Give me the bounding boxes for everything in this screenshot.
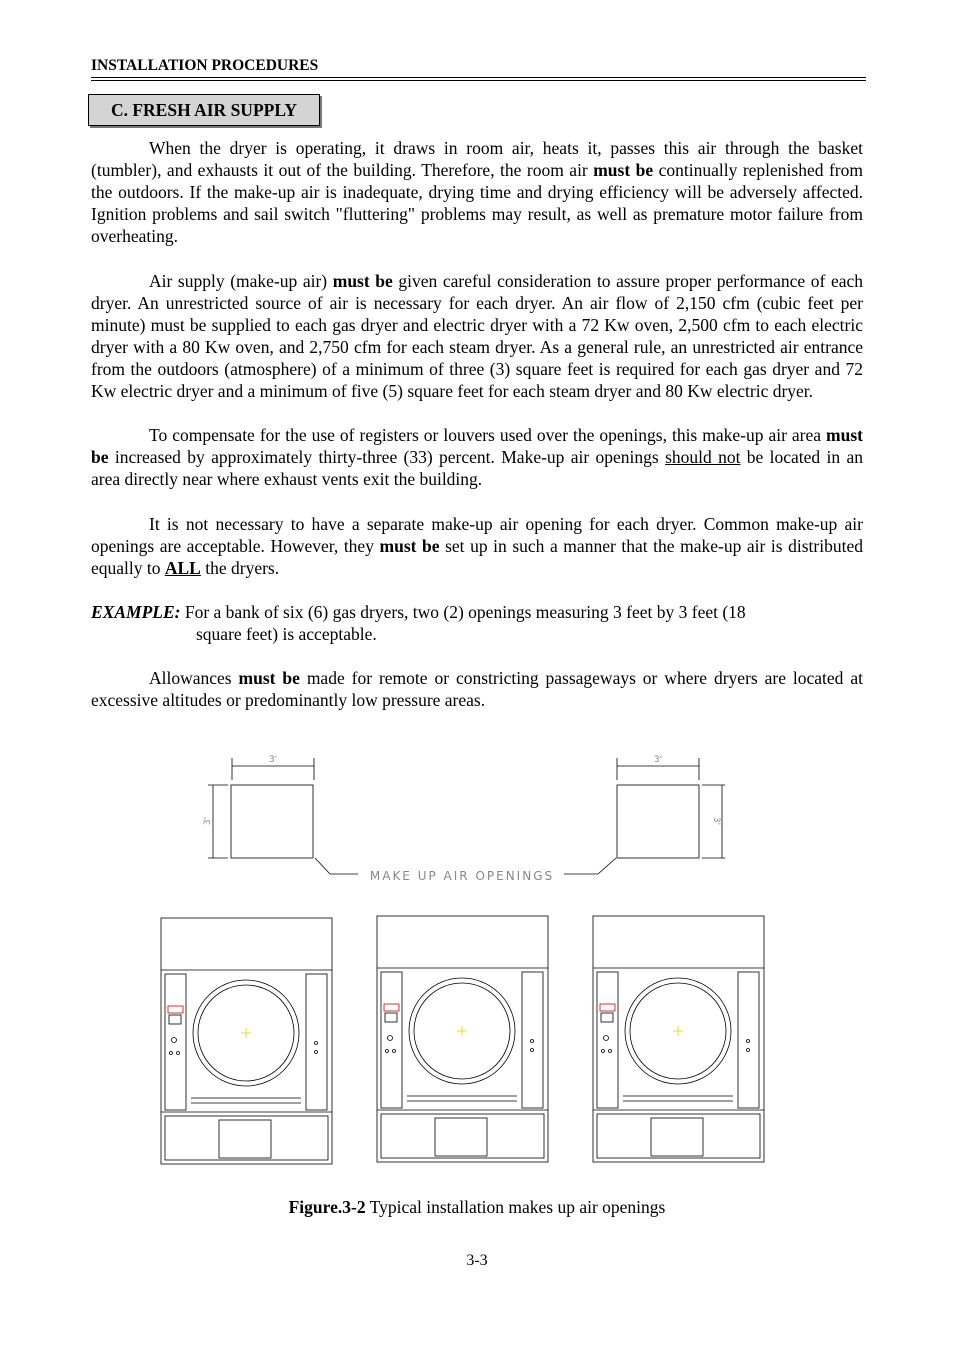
header-rule-bottom [91,80,866,81]
left-air-opening [231,785,313,858]
section-title-box: C. FRESH AIR SUPPLY [88,94,320,126]
body-text [91,137,863,734]
p3-text-c: increased by approximately thirty-three (33) percent. Make-up air openings [108,447,666,468]
paragraph-air-supply [91,270,863,403]
p5-emphasis: must be [238,668,300,689]
right-air-opening [617,785,699,858]
dryer-1 [161,918,332,1164]
page-header-title: INSTALLATION PROCEDURES [91,57,319,74]
right-width-dimension: 3' [653,755,663,765]
example-label: EXAMPLE: [91,601,181,622]
installation-figure [150,748,780,1173]
p4-text-e: the dryers. [200,557,280,578]
p4-text-c: set up in such a manner that the make-up air is distributed equally to [91,535,863,578]
paragraph-example [91,601,863,645]
p4-emphasis: must be [379,535,440,556]
page-number: 3-3 [466,1252,488,1269]
example-line2: square feet) is acceptable. [196,624,377,645]
right-height-dimension: 3' [711,816,721,826]
figure-caption-label: Figure.3-2 [288,1197,366,1217]
paragraph-operation [91,137,863,247]
paragraph-allowances [91,667,863,711]
make-up-air-callout: MAKE UP AIR OPENINGS [369,869,555,883]
example-line1: For a bank of six (6) gas dryers, two (2) openings measuring 3 feet by 3 feet (18 [180,601,746,622]
p4-text-a: It is not necessary to have a separate make-up air opening for each dryer. Common make-up air openings are acceptable. However, they [91,513,863,556]
p3-text-e: be located in an area directly near where exhaust vents exit the building. [91,447,863,490]
p2-emphasis: must be [332,270,393,291]
p3-text-a: To compensate for the use of registers or louvers used over the openings, this make-up air area [149,425,827,446]
left-width-dimension: 3' [268,755,278,765]
figure-caption-text: Typical installation makes up air openings [365,1197,666,1217]
p4-all-emphasis: ALL [164,557,201,578]
figure-caption [0,1197,954,1218]
p3-emphasis: must be [91,425,863,468]
p5-text-c: made for remote or constricting passageways or where dryers are located at excessive altitudes or predominantly low pressure areas. [91,668,863,711]
p1-text-a: When the dryer is operating, it draws in room air, heats it, passes this air through the basket (tumbler), and exhausts it out of the building. Therefore, the room air [91,138,863,181]
p1-emphasis: must be [593,160,654,181]
p2-text-c: given careful consideration to assure proper performance of each dryer. An unrestricted source of air is necessary for each dryer. An air flow of 2,150 cfm (cubic feet per minute) must be supplied to each gas dryer and electric dryer with a 72 Kw oven, 2,500 cfm to each electric dryer with a 80 Kw oven, and 2,750 cfm for each steam dryer. As a general rule, an unrestricted air entrance from the outdoors (atmosphere) of a minimum of three (3) square feet is required for each gas dryer and 72 Kw electric dryer and a minimum of five (5) square feet for each steam dryer and 80 Kw electric dryer. [91,270,864,402]
left-height-dimension: 3' [203,816,213,826]
p1-text-c: continually replenished from the outdoors. If the make-up air is inadequate, drying time and drying efficiency will be adversely affected. Ignition problems and sail switch "fluttering" problems may result, as well as premature motor failure from overheating. [91,160,863,247]
p2-text-a: Air supply (make-up air) [149,270,333,291]
dryer-2 [377,916,548,1162]
p3-underline: should not [665,447,741,468]
dryer-3 [593,916,764,1162]
paragraph-common-openings [91,513,863,579]
header-rule-top [91,77,866,78]
paragraph-louvers [91,424,863,490]
p5-text-a: Allowances [149,668,239,689]
